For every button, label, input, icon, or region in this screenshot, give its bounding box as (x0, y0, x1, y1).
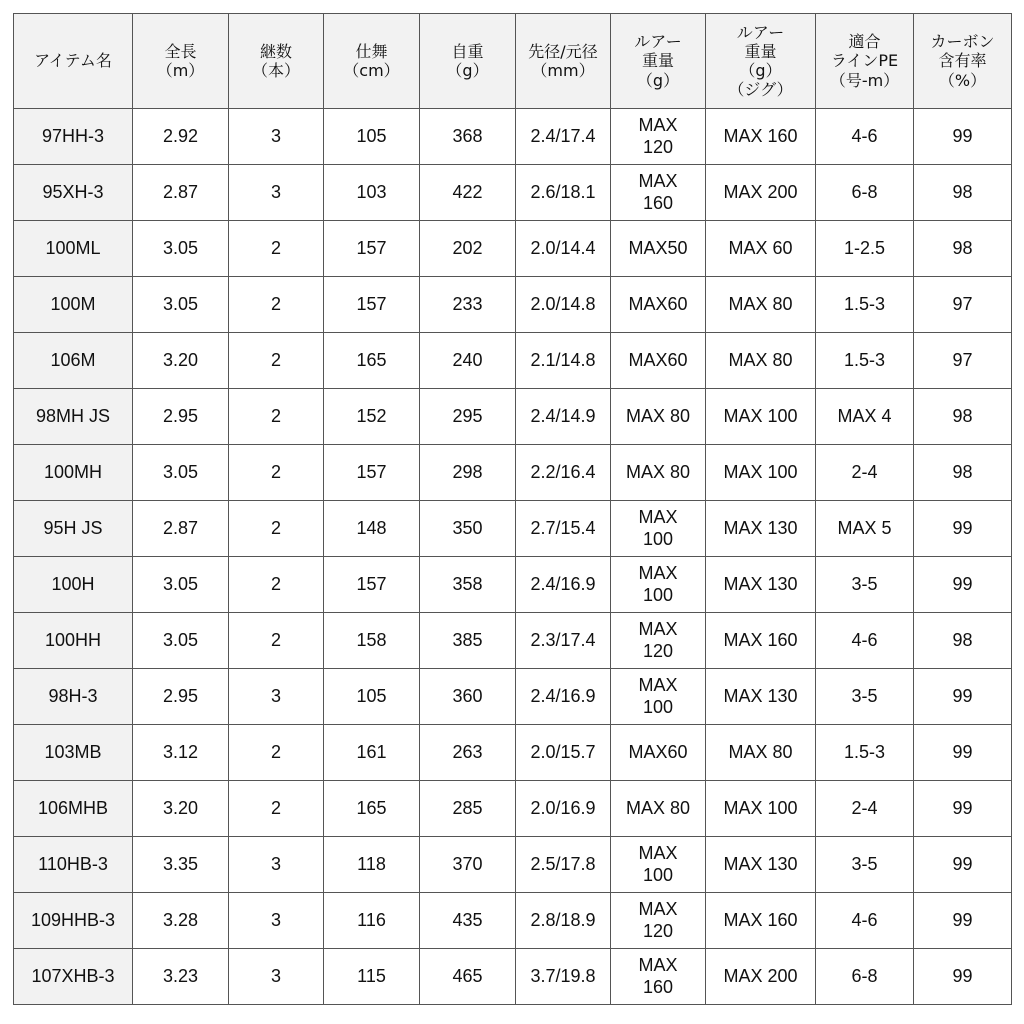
header-line: （g） (739, 61, 782, 80)
cell-pieces: 2 (229, 501, 324, 557)
cell-diameter: 3.7/19.8 (516, 949, 611, 1005)
cell-weight: 422 (420, 165, 516, 221)
table-header (14, 14, 1012, 109)
cell-length: 3.05 (133, 221, 229, 277)
table-row (14, 893, 1012, 949)
cell-carbon-content: 99 (914, 109, 1012, 165)
cell-carbon-content: 99 (914, 669, 1012, 725)
cell-diameter: 2.0/15.7 (516, 725, 611, 781)
header-line: 先径/元径 (528, 41, 598, 61)
cell-closed-length: 165 (324, 333, 420, 389)
cell-carbon-content: 99 (914, 949, 1012, 1005)
cell-line-pe: 1.5-3 (816, 277, 914, 333)
cell-line: MAX (638, 674, 678, 695)
cell-line-pe: 4-6 (816, 893, 914, 949)
cell-closed-length: 158 (324, 613, 420, 669)
cell-lure-weight (611, 221, 706, 277)
header-line: 適合 (848, 32, 881, 52)
cell-line: 100 (642, 696, 674, 717)
cell-diameter: 2.5/17.8 (516, 837, 611, 893)
cell-item-name: 100MH (14, 445, 133, 501)
cell-diameter: 2.6/18.1 (516, 165, 611, 221)
header-line: （本） (251, 61, 300, 80)
cell-diameter: 2.1/14.8 (516, 333, 611, 389)
cell-line-pe: 3-5 (816, 669, 914, 725)
cell-line-pe: 4-6 (816, 109, 914, 165)
cell-carbon-content: 98 (914, 613, 1012, 669)
header-line: 全長 (164, 41, 197, 61)
cell-line-pe: 2-4 (816, 445, 914, 501)
cell-diameter: 2.0/14.8 (516, 277, 611, 333)
cell-line: MAX60 (628, 349, 688, 370)
header-line: （g） (446, 61, 489, 80)
cell-closed-length: 105 (324, 109, 420, 165)
cell-item-name: 100HH (14, 613, 133, 669)
cell-jig-weight: MAX 100 (706, 445, 816, 501)
cell-weight: 298 (420, 445, 516, 501)
header-line: 含有率 (938, 51, 987, 71)
cell-weight: 368 (420, 109, 516, 165)
header-line: （%） (938, 70, 987, 90)
cell-length: 3.05 (133, 613, 229, 669)
cell-lure-weight (611, 893, 706, 949)
cell-carbon-content: 99 (914, 725, 1012, 781)
header-line: 重量 (641, 51, 674, 71)
cell-item-name: 106M (14, 333, 133, 389)
header-line: ラインPE (830, 51, 899, 71)
cell-item-name: 97HH-3 (14, 109, 133, 165)
cell-length: 3.35 (133, 837, 229, 893)
cell-pieces: 3 (229, 109, 324, 165)
cell-line: 120 (642, 920, 674, 941)
table-row (14, 165, 1012, 221)
cell-closed-length: 152 (324, 389, 420, 445)
cell-lure-weight (611, 165, 706, 221)
cell-closed-length: 118 (324, 837, 420, 893)
cell-jig-weight: MAX 160 (706, 893, 816, 949)
header-line: 自重 (451, 41, 484, 61)
cell-pieces: 2 (229, 781, 324, 837)
cell-line-pe: 1.5-3 (816, 333, 914, 389)
cell-item-name: 95XH-3 (14, 165, 133, 221)
cell-weight: 263 (420, 725, 516, 781)
cell-pieces: 2 (229, 333, 324, 389)
cell-lure-weight (611, 837, 706, 893)
cell-diameter: 2.8/18.9 (516, 893, 611, 949)
cell-weight: 360 (420, 669, 516, 725)
cell-pieces: 2 (229, 445, 324, 501)
cell-pieces: 3 (229, 949, 324, 1005)
header-length (133, 14, 229, 109)
cell-closed-length: 148 (324, 501, 420, 557)
table-row (14, 501, 1012, 557)
cell-item-name: 100M (14, 277, 133, 333)
cell-lure-weight (611, 445, 706, 501)
header-line: （m） (156, 61, 205, 80)
cell-closed-length: 157 (324, 221, 420, 277)
cell-line: MAX (638, 842, 678, 863)
header-line: 重量 (744, 41, 777, 61)
cell-carbon-content: 97 (914, 277, 1012, 333)
cell-carbon-content: 98 (914, 165, 1012, 221)
cell-line: MAX 80 (625, 405, 691, 426)
cell-line-pe: MAX 4 (816, 389, 914, 445)
cell-lure-weight (611, 949, 706, 1005)
cell-pieces: 2 (229, 277, 324, 333)
cell-line-pe: 6-8 (816, 165, 914, 221)
cell-diameter: 2.4/16.9 (516, 669, 611, 725)
cell-lure-weight (611, 725, 706, 781)
cell-pieces: 2 (229, 725, 324, 781)
cell-lure-weight (611, 333, 706, 389)
cell-pieces: 2 (229, 557, 324, 613)
cell-weight: 385 (420, 613, 516, 669)
cell-line: MAX (638, 170, 678, 191)
cell-length: 3.05 (133, 445, 229, 501)
cell-line: MAX (638, 618, 678, 639)
cell-length: 3.28 (133, 893, 229, 949)
cell-item-name: 110HB-3 (14, 837, 133, 893)
cell-line-pe: 3-5 (816, 837, 914, 893)
cell-line-pe: 1.5-3 (816, 725, 914, 781)
cell-weight: 370 (420, 837, 516, 893)
header-line: カーボン (930, 32, 995, 52)
cell-pieces: 3 (229, 165, 324, 221)
table-row (14, 949, 1012, 1005)
table-row (14, 389, 1012, 445)
table-row (14, 333, 1012, 389)
cell-weight: 202 (420, 221, 516, 277)
cell-closed-length: 105 (324, 669, 420, 725)
header-line: （cm） (343, 61, 400, 80)
header-pieces (229, 14, 324, 109)
cell-item-name: 100H (14, 557, 133, 613)
cell-diameter: 2.0/16.9 (516, 781, 611, 837)
cell-jig-weight: MAX 60 (706, 221, 816, 277)
cell-diameter: 2.3/17.4 (516, 613, 611, 669)
cell-length: 3.20 (133, 781, 229, 837)
cell-closed-length: 157 (324, 557, 420, 613)
cell-line: 100 (642, 528, 674, 549)
header-lure-weight (611, 14, 706, 109)
cell-item-name: 107XHB-3 (14, 949, 133, 1005)
header-row (14, 14, 1012, 109)
cell-length: 3.12 (133, 725, 229, 781)
cell-pieces: 3 (229, 837, 324, 893)
cell-lure-weight (611, 109, 706, 165)
cell-line: MAX 80 (625, 461, 691, 482)
table-row (14, 613, 1012, 669)
cell-carbon-content: 99 (914, 893, 1012, 949)
cell-line: 120 (642, 640, 674, 661)
table-row (14, 277, 1012, 333)
cell-line: MAX (638, 898, 678, 919)
cell-carbon-content: 99 (914, 501, 1012, 557)
cell-closed-length: 157 (324, 277, 420, 333)
cell-lure-weight (611, 557, 706, 613)
header-line: （g） (636, 70, 680, 90)
cell-length: 3.20 (133, 333, 229, 389)
cell-item-name: 100ML (14, 221, 133, 277)
cell-lure-weight (611, 277, 706, 333)
cell-diameter: 2.7/15.4 (516, 501, 611, 557)
cell-weight: 240 (420, 333, 516, 389)
cell-item-name: 98MH JS (14, 389, 133, 445)
cell-diameter: 2.4/14.9 (516, 389, 611, 445)
cell-line: MAX60 (628, 741, 688, 762)
cell-item-name: 103MB (14, 725, 133, 781)
cell-item-name: 109HHB-3 (14, 893, 133, 949)
cell-closed-length: 157 (324, 445, 420, 501)
cell-jig-weight: MAX 200 (706, 949, 816, 1005)
cell-line: 160 (642, 976, 674, 997)
cell-diameter: 2.2/16.4 (516, 445, 611, 501)
cell-weight: 358 (420, 557, 516, 613)
cell-jig-weight: MAX 130 (706, 557, 816, 613)
cell-carbon-content: 98 (914, 221, 1012, 277)
cell-jig-weight: MAX 160 (706, 613, 816, 669)
cell-jig-weight: MAX 200 (706, 165, 816, 221)
table-row (14, 445, 1012, 501)
cell-length: 2.95 (133, 389, 229, 445)
cell-jig-weight: MAX 80 (706, 277, 816, 333)
header-line: アイテム名 (34, 51, 112, 71)
table-row (14, 781, 1012, 837)
header-line: ルアー (736, 22, 785, 42)
cell-diameter: 2.0/14.4 (516, 221, 611, 277)
cell-closed-length: 116 (324, 893, 420, 949)
cell-length: 2.87 (133, 501, 229, 557)
cell-carbon-content: 99 (914, 557, 1012, 613)
cell-carbon-content: 99 (914, 781, 1012, 837)
header-tip-butt-diameter (516, 14, 611, 109)
cell-line-pe: 3-5 (816, 557, 914, 613)
cell-closed-length: 165 (324, 781, 420, 837)
header-line: （ジグ） (728, 80, 793, 100)
header-line: （mm） (531, 61, 595, 80)
cell-carbon-content: 99 (914, 837, 1012, 893)
cell-diameter: 2.4/17.4 (516, 109, 611, 165)
cell-weight: 465 (420, 949, 516, 1005)
cell-jig-weight: MAX 160 (706, 109, 816, 165)
cell-line: MAX (638, 506, 678, 527)
table-body (14, 109, 1012, 1005)
cell-carbon-content: 97 (914, 333, 1012, 389)
cell-weight: 295 (420, 389, 516, 445)
cell-line: 160 (642, 192, 674, 213)
table-row (14, 725, 1012, 781)
cell-length: 3.23 (133, 949, 229, 1005)
cell-closed-length: 115 (324, 949, 420, 1005)
cell-lure-weight (611, 389, 706, 445)
header-line: ルアー (634, 32, 682, 52)
cell-weight: 350 (420, 501, 516, 557)
table-row (14, 557, 1012, 613)
header-closed-length (324, 14, 420, 109)
cell-closed-length: 103 (324, 165, 420, 221)
cell-length: 3.05 (133, 557, 229, 613)
cell-pieces: 2 (229, 613, 324, 669)
cell-diameter: 2.4/16.9 (516, 557, 611, 613)
cell-item-name: 106MHB (14, 781, 133, 837)
header-line-pe (816, 14, 914, 109)
cell-length: 2.87 (133, 165, 229, 221)
cell-line: MAX50 (628, 237, 688, 258)
cell-lure-weight (611, 781, 706, 837)
cell-length: 3.05 (133, 277, 229, 333)
header-carbon-content (914, 14, 1012, 109)
cell-jig-weight: MAX 80 (706, 725, 816, 781)
cell-line: 120 (642, 136, 674, 157)
cell-line: MAX (638, 954, 678, 975)
cell-length: 2.95 (133, 669, 229, 725)
cell-weight: 233 (420, 277, 516, 333)
table-row (14, 109, 1012, 165)
header-line: （号-m） (829, 70, 900, 90)
cell-jig-weight: MAX 130 (706, 669, 816, 725)
cell-carbon-content: 98 (914, 389, 1012, 445)
cell-pieces: 3 (229, 893, 324, 949)
cell-line: MAX60 (628, 293, 688, 314)
cell-carbon-content: 98 (914, 445, 1012, 501)
cell-line: MAX (638, 562, 678, 583)
cell-item-name: 98H-3 (14, 669, 133, 725)
header-line: 仕舞 (355, 41, 388, 61)
cell-lure-weight (611, 613, 706, 669)
table-row (14, 669, 1012, 725)
header-item-name (14, 14, 133, 109)
rod-spec-table (13, 13, 1012, 1005)
header-line: 継数 (259, 41, 292, 61)
cell-jig-weight: MAX 80 (706, 333, 816, 389)
table-row (14, 837, 1012, 893)
cell-pieces: 2 (229, 221, 324, 277)
cell-closed-length: 161 (324, 725, 420, 781)
cell-line: 100 (642, 584, 674, 605)
cell-lure-weight (611, 669, 706, 725)
cell-pieces: 3 (229, 669, 324, 725)
cell-line-pe: 4-6 (816, 613, 914, 669)
cell-jig-weight: MAX 130 (706, 837, 816, 893)
cell-line-pe: 2-4 (816, 781, 914, 837)
table-row (14, 221, 1012, 277)
cell-line: MAX (638, 114, 678, 135)
cell-length: 2.92 (133, 109, 229, 165)
cell-jig-weight: MAX 100 (706, 389, 816, 445)
cell-jig-weight: MAX 100 (706, 781, 816, 837)
cell-jig-weight: MAX 130 (706, 501, 816, 557)
cell-weight: 435 (420, 893, 516, 949)
cell-line-pe: MAX 5 (816, 501, 914, 557)
cell-line: MAX 80 (625, 797, 691, 818)
header-weight (420, 14, 516, 109)
header-jig-weight (706, 14, 816, 109)
cell-item-name: 95H JS (14, 501, 133, 557)
cell-weight: 285 (420, 781, 516, 837)
cell-pieces: 2 (229, 389, 324, 445)
cell-line: 100 (642, 864, 674, 885)
cell-line-pe: 1-2.5 (816, 221, 914, 277)
cell-lure-weight (611, 501, 706, 557)
cell-line-pe: 6-8 (816, 949, 914, 1005)
